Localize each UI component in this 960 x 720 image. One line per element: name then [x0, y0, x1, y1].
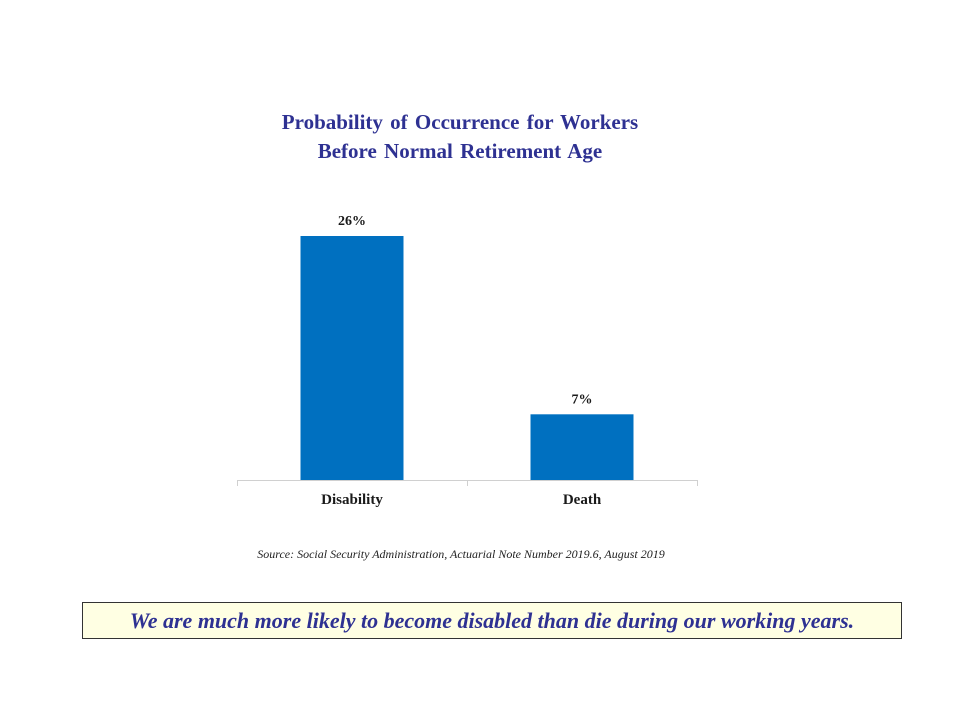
chart-marks — [237, 214, 698, 508]
bar-disability — [301, 236, 404, 480]
takeaway-text: We are much more likely to become disabled than die during our working years. — [129, 608, 855, 633]
source-note: Source: Social Security Administration, Actuarial Note Number 2019.6, August 2019 — [257, 547, 665, 561]
data-label: 26% — [338, 214, 366, 229]
category-label: Death — [562, 492, 602, 508]
bar-death — [531, 414, 634, 480]
chart-title-line-1: Probability of Occurrence for Workers — [281, 110, 639, 134]
chart-title-line-2: Before Normal Retirement Age — [317, 139, 603, 163]
category-label: Disability — [321, 492, 383, 508]
data-label: 7% — [571, 392, 593, 408]
takeaway-box — [82, 602, 902, 639]
